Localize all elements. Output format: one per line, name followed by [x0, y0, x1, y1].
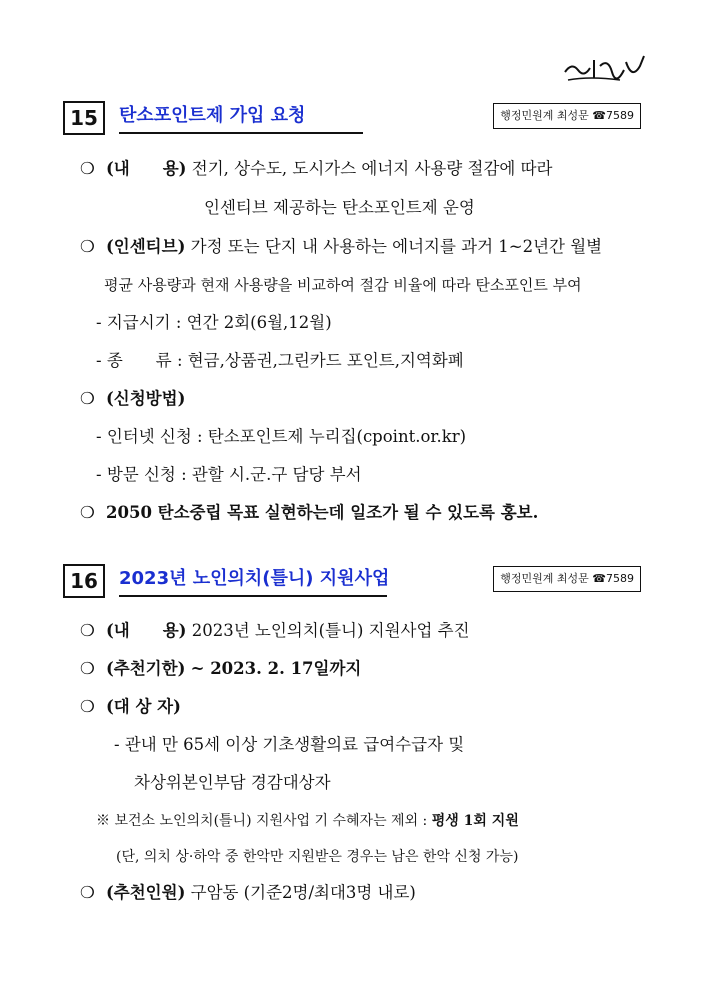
note-line-2: (단, 의치 상·하악 중 한악만 지원받은 경우는 남은 한악 신청 가능)	[116, 849, 519, 865]
label: (인센티브)	[106, 237, 186, 256]
sub-item: - 인터넷 신청 : 탄소포인트제 누리집(cpoint.or.kr)	[96, 427, 467, 446]
bullet-icon: ❍	[80, 697, 95, 716]
note-text: ※ 보건소 노인의치(틀니) 지원사업 기 수혜자는 제외 :	[96, 813, 432, 829]
label: (추천인원)	[106, 883, 186, 902]
text: 2023년 노인의치(틀니) 지원사업 추진	[191, 621, 470, 640]
method-line	[80, 386, 185, 412]
text: ~ 2023. 2. 17일까지	[190, 659, 362, 678]
sub-item: 차상위본인부담 경감대상자	[134, 773, 331, 792]
label: (대 상 자)	[106, 697, 181, 716]
title-underline	[119, 132, 363, 134]
sub-item: - 종 류 : 현금,상품권,그린카드 포인트,지역화폐	[96, 351, 464, 370]
deadline-line	[80, 656, 361, 682]
contact-box: 행정민원계 최성문 ☎7589	[493, 566, 641, 592]
label: (내 용)	[106, 621, 187, 640]
content-line: 인센티브 제공하는 탄소포인트제 운영	[204, 198, 475, 217]
label: (내 용)	[106, 159, 187, 178]
logo-signature	[560, 50, 650, 86]
bullet-icon: ❍	[80, 389, 95, 408]
incentive-line	[80, 234, 602, 260]
incentive-line-2: 평균 사용량과 현재 사용량을 비교하여 절감 비율에 따라 탄소포인트 부여	[104, 276, 582, 294]
text: 전기, 상수도, 도시가스 에너지 사용량 절감에 따라	[191, 159, 553, 178]
recommend-line	[80, 880, 416, 906]
contact-box: 행정민원계 최성문 ☎7589	[493, 103, 641, 129]
section-title: 2023년 노인의치(틀니) 지원사업	[119, 568, 390, 589]
label: (신청방법)	[106, 389, 186, 408]
section-number: 15	[63, 101, 105, 135]
goal-line	[80, 500, 538, 526]
bullet-icon: ❍	[80, 237, 95, 256]
target-line	[80, 694, 181, 720]
bullet-icon: ❍	[80, 503, 95, 522]
section-number: 16	[63, 564, 105, 598]
note-line	[96, 808, 519, 834]
bullet-icon: ❍	[80, 621, 95, 640]
content-line	[80, 156, 553, 182]
section-16-header	[63, 564, 641, 596]
content-line	[80, 618, 470, 644]
sub-item: - 지급시기 : 연간 2회(6월,12월)	[96, 313, 332, 332]
section-15-header	[63, 101, 641, 133]
sub-item: - 방문 신청 : 관할 시.군.구 담당 부서	[96, 465, 362, 484]
title-underline	[119, 595, 387, 597]
bullet-icon: ❍	[80, 159, 95, 178]
text: 2050 탄소중립 목표 실현하는데 일조가 될 수 있도록 홍보.	[106, 503, 539, 522]
section-title: 탄소포인트제 가입 요청	[119, 105, 306, 126]
bullet-icon: ❍	[80, 883, 95, 902]
note-bold: 평생 1회 지원	[431, 813, 519, 829]
label: (추천기한)	[106, 659, 186, 678]
text: 구암동 (기준2명/최대3명 내로)	[190, 883, 416, 902]
sub-item: - 관내 만 65세 이상 기초생활의료 급여수급자 및	[114, 735, 465, 754]
bullet-icon: ❍	[80, 659, 95, 678]
text: 가정 또는 단지 내 사용하는 에너지를 과거 1~2년간 월별	[190, 237, 603, 256]
